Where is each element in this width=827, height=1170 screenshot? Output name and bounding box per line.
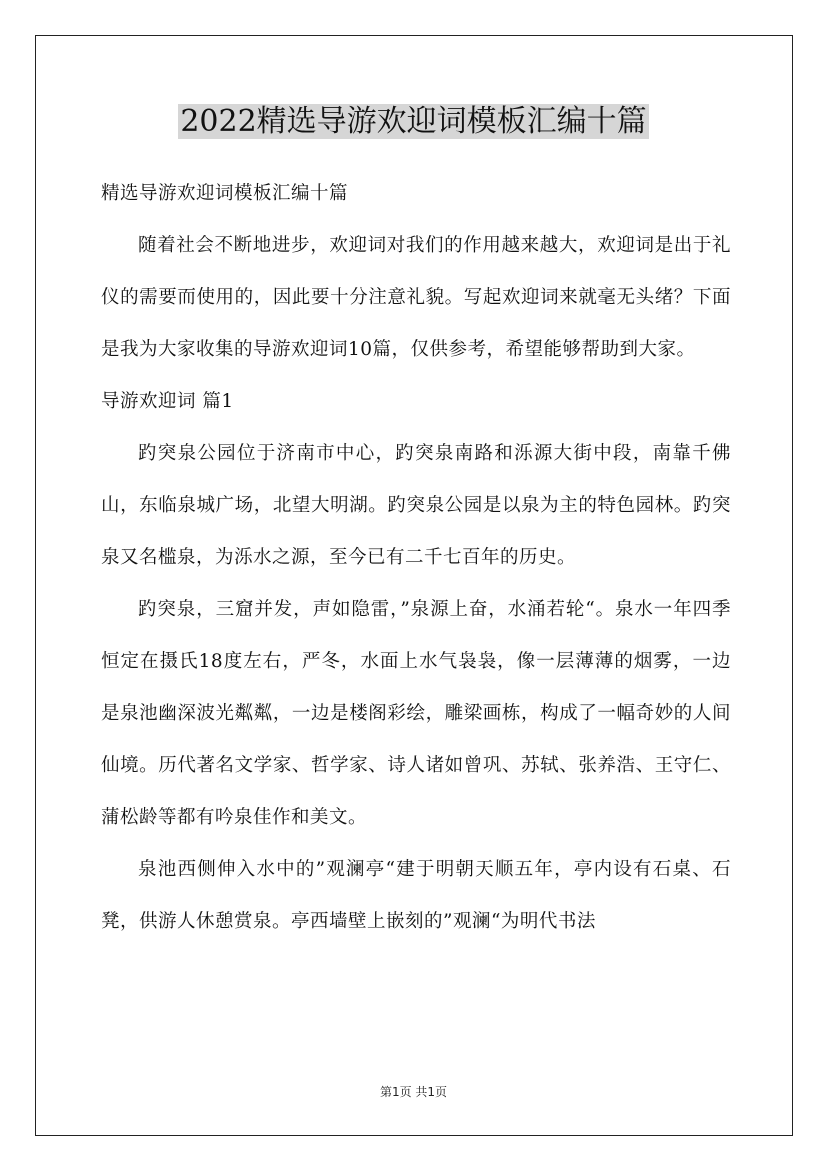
- body-paragraph: 泉池西侧伸入水中的”观澜亭“建于明朝天顺五年，亭内设有石桌、石凳，供游人休憩赏泉。亭西墙壁上嵌刻的”观澜“为明代书法: [101, 859, 731, 932]
- document-body: [101, 168, 731, 948]
- body-paragraph: 趵突泉公园位于济南市中心，趵突泉南路和泺源大街中段，南靠千佛山，东临泉城广场，北望大明湖。趵突泉公园是以泉为主的特色园林。趵突泉又名槛泉，为泺水之源，至今已有二千七百年的历史。: [101, 443, 731, 568]
- body-paragraph: 趵突泉，三窟并发，声如隐雷，”泉源上奋，水涌若轮“。泉水一年四季恒定在摄氏18度左右，严冬，水面上水气袅袅，像一层薄薄的烟雾，一边是泉池幽深波光粼粼，一边是楼阁彩绘，雕梁画栋，构成了一幅奇妙的人间仙境。历代著名文学家、哲学家、诗人诸如曾巩、苏轼、张养浩、王守仁、蒲松龄等都有吟泉佳作和美文。: [101, 599, 731, 828]
- document-title: [0, 100, 827, 144]
- section-heading: 导游欢迎词 篇1: [101, 391, 234, 412]
- intro-paragraph: 随着社会不断地进步，欢迎词对我们的作用越来越大，欢迎词是出于礼仪的需要而使用的，因此要十分注意礼貌。写起欢迎词来就毫无头绪？下面是我为大家收集的导游欢迎词10篇，仅供参考，希望能够帮助到大家。: [101, 235, 731, 360]
- document-subtitle: 精选导游欢迎词模板汇编十篇: [101, 183, 349, 204]
- document-title-text: 2022精选导游欢迎词模板汇编十篇: [180, 104, 647, 139]
- page-number-footer: 第1页 共1页: [379, 1085, 448, 1099]
